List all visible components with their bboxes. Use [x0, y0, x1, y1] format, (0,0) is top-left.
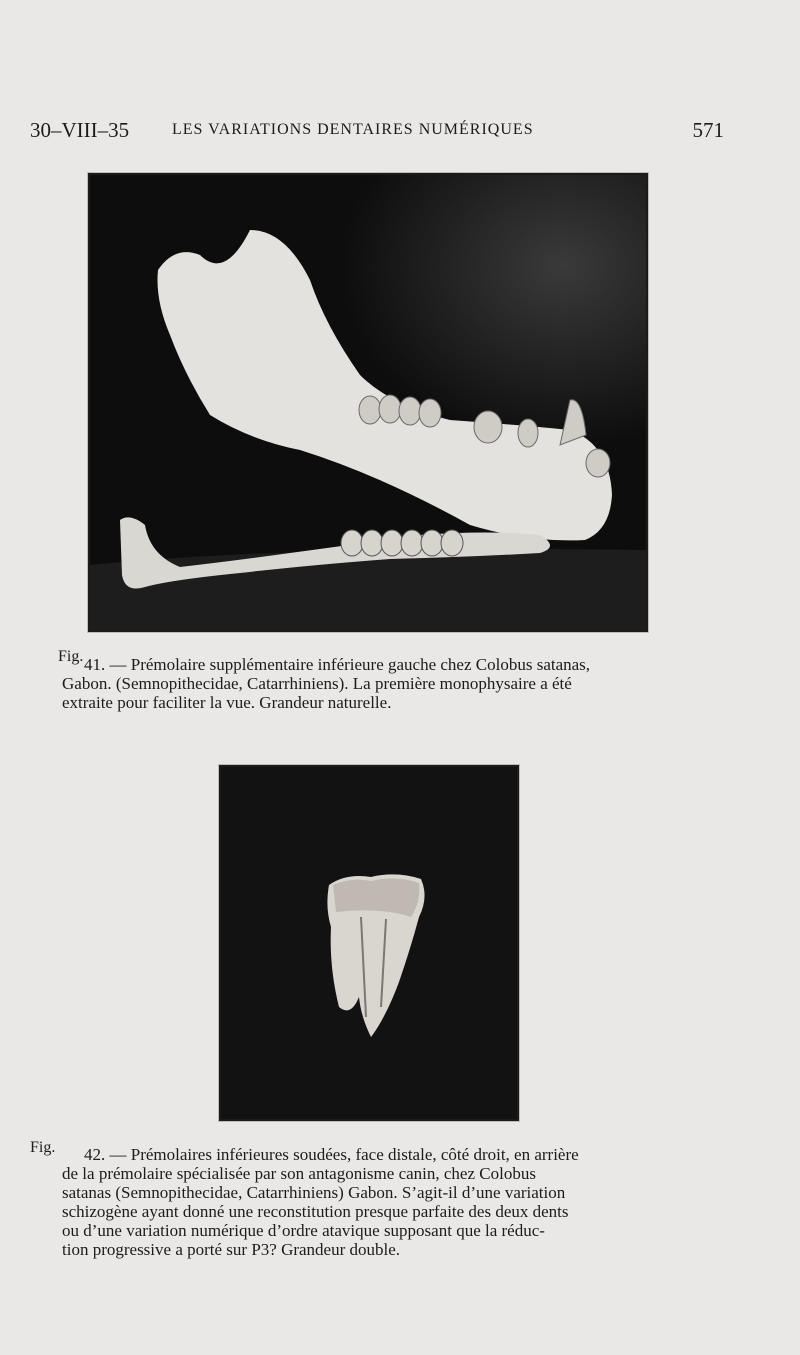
figure-42-label: Fig. [30, 1139, 56, 1156]
figure-41-caption [62, 655, 722, 712]
caption-line: 41. — Prémolaire supplémentaire inférieure gauche chez Colobus satanas, [84, 655, 591, 674]
caption-line: satanas (Semnopithecidae, Catarrhiniens) Gabon. S’agit-il d’une variation [62, 1183, 566, 1202]
header-title: LES VARIATIONS DENTAIRES NUMÉRIQUES [172, 121, 534, 138]
figure-41-label: Fig. [58, 648, 84, 665]
caption-line: ou d’une variation numérique d’ordre atavique supposant que la réduc- [62, 1221, 545, 1240]
caption-line: de la prémolaire spécialisée par son antagonisme canin, chez Colobus [62, 1164, 536, 1183]
running-header [30, 118, 724, 148]
caption-line: schizogène ayant donné une reconstitution presque parfaite des deux dents [62, 1202, 569, 1221]
figure-42-photo [219, 765, 519, 1121]
caption-line: 42. — Prémolaires inférieures soudées, face distale, côté droit, en arrière [84, 1145, 579, 1164]
page-number: 571 [692, 118, 724, 142]
header-date: 30–VIII–35 [30, 118, 130, 142]
premolar-photo-illustration [221, 767, 517, 1119]
mandible-photo-illustration [90, 175, 646, 630]
caption-line: tion progressive a porté sur P3? Grandeur double. [62, 1240, 401, 1259]
caption-line: extraite pour faciliter la vue. Grandeur naturelle. [62, 693, 392, 712]
caption-line: Gabon. (Semnopithecidae, Catarrhiniens). La première monophysaire a été [62, 674, 572, 693]
figure-41-photo [88, 173, 648, 632]
figure-42-caption [62, 1145, 722, 1259]
